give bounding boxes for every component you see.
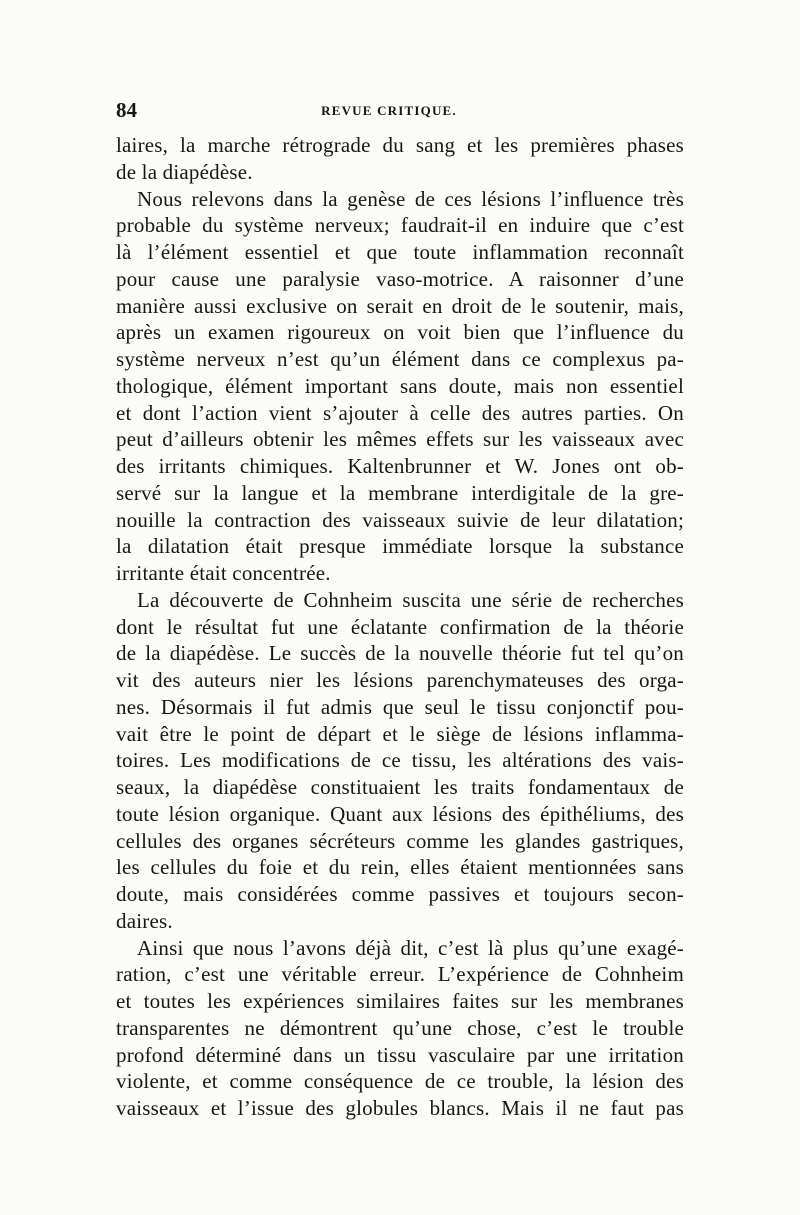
text-line: profond déterminé dans un tissu vasculaire par une irritation — [116, 1042, 684, 1067]
text-line: vait être le point de départ et le siège de lésions inflamma- — [116, 721, 684, 746]
text-line: nes. Désormais il fut admis que seul le tissu conjonctif pou- — [116, 694, 684, 719]
text-line: irritante était concentrée. — [116, 561, 331, 585]
text-line: peut d’ailleurs obtenir les mêmes effets sur les vaisseaux avec — [116, 427, 684, 452]
text-line: transparentes ne démontrent qu’une chose, c’est le trouble — [116, 1015, 684, 1040]
text-line: là l’élément essentiel et que toute inflammation reconnaît — [116, 240, 684, 264]
text-line: système nerveux n’est qu’un élément dans ce complexus pa- — [116, 347, 684, 371]
text-line: ration, c’est une véritable erreur. L’expérience de Cohnheim — [116, 962, 684, 987]
text-line: vaisseaux et l’issue des globules blancs. Mais il ne faut pas — [116, 1096, 684, 1120]
text-line: cellules des organes sécréteurs comme les glandes gastriques, — [116, 828, 684, 853]
text-line: toires. Les modifications de ce tissu, les altérations des vais- — [116, 748, 684, 773]
text-line: après un examen rigoureux on voit bien que l’influence du — [116, 320, 684, 345]
text-line: la dilatation était presque immédiate lorsque la substance — [116, 534, 684, 559]
paragraph — [116, 587, 684, 935]
text-line: nouille la contraction des vaisseaux suivie de leur dilatation; — [116, 507, 684, 532]
page-number: 84 — [116, 98, 137, 122]
text-line: manière aussi exclusive on serait en droit de le soutenir, mais, — [116, 293, 684, 318]
body-text — [116, 132, 684, 1122]
text-line: La découverte de Cohnheim suscita une série de recherches — [137, 587, 684, 612]
text-line: servé sur la langue et la membrane interdigitale de la gre- — [116, 480, 684, 505]
text-line: pour cause une paralysie vaso-motrice. A raisonner d’une — [116, 266, 684, 291]
text-line: violente, et comme conséquence de ce trouble, la lésion des — [116, 1069, 684, 1094]
text-line: de la diapédèse. — [116, 159, 253, 184]
text-line: laires, la marche rétrograde du sang et les premières phases — [116, 133, 684, 157]
text-line: toute lésion organique. Quant aux lésions des épithéliums, des — [116, 801, 684, 826]
text-line: et dont l’action vient s’ajouter à celle des autres parties. On — [116, 400, 684, 425]
text-line: Nous relevons dans la genèse de ces lésions l’influence très — [137, 186, 684, 211]
text-line: les cellules du foie et du rein, elles étaient mentionnées sans — [116, 855, 684, 880]
text-line: thologique, élément important sans doute, mais non essentiel — [116, 373, 684, 398]
text-line: doute, mais considérées comme passives et toujours secon- — [116, 882, 684, 906]
running-title: REVUE CRITIQUE. — [321, 103, 457, 118]
text-line: dont le résultat fut une éclatante confirmation de la théorie — [116, 614, 684, 639]
text-line: Ainsi que nous l’avons déjà dit, c’est là plus qu’une exagé- — [137, 935, 684, 960]
text-line: daires. — [116, 908, 173, 933]
text-line: probable du système nerveux; faudrait-il en induire que c’est — [116, 213, 684, 238]
text-line: et toutes les expériences similaires faites sur les membranes — [116, 989, 684, 1013]
paragraph — [116, 935, 684, 1122]
paragraph-continuation — [116, 132, 684, 186]
text-line: vit des auteurs nier les lésions parenchymateuses des orga- — [116, 668, 684, 692]
text-line: des irritants chimiques. Kaltenbrunner et W. Jones ont ob- — [116, 454, 684, 478]
running-head — [116, 97, 684, 123]
paragraph — [116, 186, 684, 587]
text-line: de la diapédèse. Le succès de la nouvelle théorie fut tel qu’on — [116, 641, 684, 666]
text-line: seaux, la diapédèse constituaient les traits fondamentaux de — [116, 775, 684, 799]
